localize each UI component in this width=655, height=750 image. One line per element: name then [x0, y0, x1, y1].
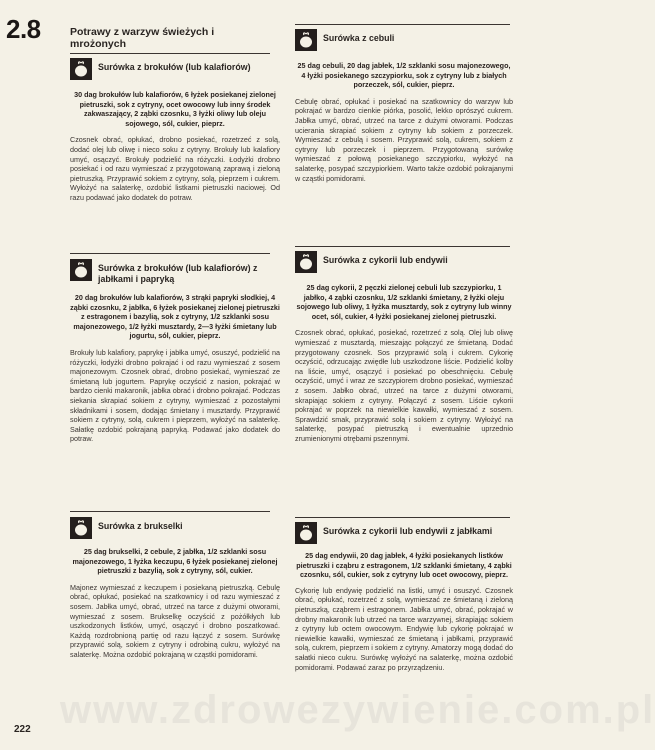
vegetable-icon	[70, 58, 92, 80]
recipe-ingredients: 25 dag cebuli, 20 dag jabłek, 1/2 szklanki sosu majonezowego, 4 łyżki posiekanego szczypiorku, sok z cytryny lub z białych porzeczek, sól, cukier, pieprz.	[297, 61, 511, 90]
recipe-ingredients: 25 dag endywii, 20 dag jabłek, 4 łyżki posiekanych listków pietruszki i cząbru z estragonem, 1/2 szklanki śmietany, 4 ząbki czosnku, sól, cukier, sok z cytryny lub ocet owocowy, pieprz.	[296, 551, 512, 580]
recipe-ingredients: 25 dag cykorii, 2 pęczki zielonej cebuli lub szczypiorku, 1 jabłko, 4 ząbki czosnku, 1/2 szklanki śmietany, 2 łyżki oleju sojowego lub oliwy, 1 łyżka musztardy, sok z cytryny lub winny ocet, sól, cukier, 4 łyżki posiekanej zielonej pietruszki.	[296, 283, 512, 321]
recipe-card	[295, 29, 513, 183]
watermark: www.zdrowezywienie.com.pl	[60, 688, 655, 732]
recipe-directions: Cykorię lub endywię podzielić na listki, umyć i osuszyć. Czosnek obrać, opłukać, rozetrzeć z solą, wymieszać ze śmietaną i zieloną pietruszką, cząbrem i estragonem. Jabłka umyć, obrać, pokrajać w drobny makaronik lub utrzeć na tarce warzywnej, skrapiając sokiem z cytryny lub octem owocowym. Endywię lub cykorię pokrajać w niewielkie kawałki, wymieszać ze śmietaną i jabłkami, przyprawić solą, cukrem, pieprzem i sokiem z cytryny. Amatorzy mogą dodać do sałatki nieco cukru. Surówkę wyłożyć na salaterkę, można ozdobić pomidorami. Podawać zaraz po przyrządzeniu.	[295, 585, 513, 672]
recipe-card	[295, 251, 513, 444]
vegetable-icon	[295, 29, 317, 51]
recipe-ingredients: 20 dag brokułów lub kalafiorów, 3 strąki papryki słodkiej, 4 ząbki czosnku, 2 jabłka, 6 łyżek posiekanej zielonej pietruszki z estragonem i bazylią, sok z cytryny, 1/2 szklanki sosu majonezowego, 1/2 łyżki musztardy, 2—3 łyżki śmietany lub jogurtu, sól, cukier, pieprz.	[70, 293, 280, 341]
vegetable-icon	[70, 517, 92, 539]
vegetable-icon	[70, 259, 92, 281]
section-title: Potrawy z warzyw świeżych i mrożonych	[70, 26, 215, 50]
recipe-header	[295, 251, 513, 273]
recipe-card	[295, 522, 513, 672]
recipe-title: Surówka z brokułów (lub kalafiorów)	[98, 62, 251, 72]
recipe-directions: Czosnek obrać, opłukać, drobno posiekać, rozetrzeć z solą, dodać olej lub oliwę i nieco soku z cytryny. Brokuły lub kalafiory umyć, osączyć. Brokuły podzielić na różyczki. Łodyżki drobno posiekać i od razu wymieszać z przygotowaną zaprawą i zieloną pietruszką. Przyprawić sokiem z cytryny, solą, pieprzem i cukrem. Wyłożyć na salaterkę, ozdobić listkami pietruszki naciowej. Od razu podawać jako dodatek do potraw.	[70, 135, 280, 202]
divider	[70, 511, 270, 512]
recipe-directions: Majonez wymieszać z keczupem i posiekaną pietruszką. Cebulę obrać, opłukać, posiekać na szatkownicy i od razu wymieszać z sosem. Jabłka umyć, obrać, utrzeć na tarce z dużymi otworami, wymieszać z sosem. Brukselkę oczyścić z pożółkłych lub uszkodzonych listków, umyć, osączyć i drobno poszatkować. Każdą rozdrobnioną partię od razu łączyć z sosem. Surówkę przyprawić solą, sokiem z cytryny i odrobiną cukru, wyłożyć na salaterkę. Można ozdobić pokrajaną w cząstki pomidorami.	[70, 582, 280, 659]
recipe-title: Surówka z cykorii lub endywii	[323, 255, 448, 265]
section-number: 2.8	[6, 14, 41, 44]
recipe-ingredients: 25 dag brukselki, 2 cebule, 2 jabłka, 1/2 szklanki sosu majonezowego, 1 łyżka keczupu, 6 łyżek posiekanej zielonej pietruszki z bazylią, sok z cytryny, sól, cukier.	[72, 547, 278, 576]
recipe-directions: Brokuły lub kalafiory, paprykę i jabłka umyć, osuszyć, podzielić na różyczki, łodyżki drobno pokrajać i od razu wymieszać z sosem majonezowym. Czosnek obrać, drobno posiekać, wymieszać ze śmietaną lub jogurtem. Paprykę oczyścić z nasion, pokrajać w bardzo cienki makaronik, jabłka obrać i drobno pokrajać. Podczas siekania skrapiać sokiem z cytryny, wymieszać z pozostałymi składnikami i sosem, dodając śmietany i musztardy. Przyprawić sokiem z cytryny, solą, cukrem i pieprzem, wyłożyć na salaterkę. Sałatkę ozdobić pokrajaną papryką. Podawać jako dodatek do potraw.	[70, 347, 280, 444]
divider	[295, 246, 510, 247]
recipe-title: Surówka z cebuli	[323, 33, 395, 43]
recipe-header	[70, 259, 280, 285]
divider	[70, 253, 270, 254]
divider	[295, 24, 510, 25]
vegetable-icon	[295, 522, 317, 544]
recipe-header	[295, 29, 513, 51]
recipe-directions: Cebulę obrać, opłukać i posiekać na szatkownicy do warzyw lub pokrajać w bardzo cienkie piórka, posolić, lekko oprószyć cukrem. Jabłka umyć, obrać, utrzeć na tarce z dużymi otworami. Podczas ucierania skrapiać sokiem z cytryny lub sokiem z porzeczek. Wymieszać z cebulą i sosem. Przyprawić solą, cukrem, sokiem z cytryny lub porzeczek i pieprzem. Przygotowaną surówkę wymieszać z połową posiekanego szczypiorku, wyłożyć na salaterkę, posypać szczypiorkiem. Warto także ozdobić pokrajanymi w cząstki pomidorami.	[295, 96, 513, 183]
recipe-header	[70, 517, 280, 539]
recipe-card	[70, 517, 280, 660]
recipe-header	[70, 58, 280, 80]
page-number: 222	[14, 724, 31, 735]
recipe-title: Surówka z brokułów (lub kalafiorów) z jabłkami i papryką	[98, 263, 258, 284]
recipe-card	[70, 259, 280, 444]
recipe-card	[70, 58, 280, 203]
recipe-header	[295, 522, 513, 544]
vegetable-icon	[295, 251, 317, 273]
divider	[295, 517, 510, 518]
divider	[70, 53, 270, 54]
recipe-title: Surówka z brukselki	[98, 521, 183, 531]
recipe-title: Surówka z cykorii lub endywii z jabłkami	[323, 526, 493, 536]
recipe-directions: Czosnek obrać, opłukać, posiekać, rozetrzeć z solą. Olej lub oliwę wymieszać z musztardą, mieszając połączyć ze śmietaną. Dodać przygotowany czosnek. Sos przyprawić solą i cukrem. Cykorię oczyścić, odrzucając zwiędłe lub uszkodzone liście. Podzielić kolby na liście, umyć, osączyć i posiekać po obeschnięciu. Cebulę oczyścić, umyć i wraz ze szczypiorem drobno posiekać, wymieszać z sosem. Jabłko obrać, utrzeć na tarce z dużymi otworami, skrapiając sokiem z cytryny. Połączyć z sosem. Liście cykorii pokrajać w poprzek na niewielkie kawałki, wymieszać z sosem. Sprawdzić smak, przyprawić solą i sokiem z cytryny. Wyłożyć na salaterkę, posypać pietruszką i ewentualnie uprzednio zrumienionymi otrębami pszennymi.	[295, 328, 513, 443]
recipe-ingredients: 30 dag brokułów lub kalafiorów, 6 łyżek posiekanej zielonej pietruszki, sok z cytryny, ocet owocowy lub inny środek zakwaszający, 2 ząbki czosnku, 3 łyżki oliwy lub oleju sojowego, sól, cukier, pieprz.	[74, 90, 276, 128]
